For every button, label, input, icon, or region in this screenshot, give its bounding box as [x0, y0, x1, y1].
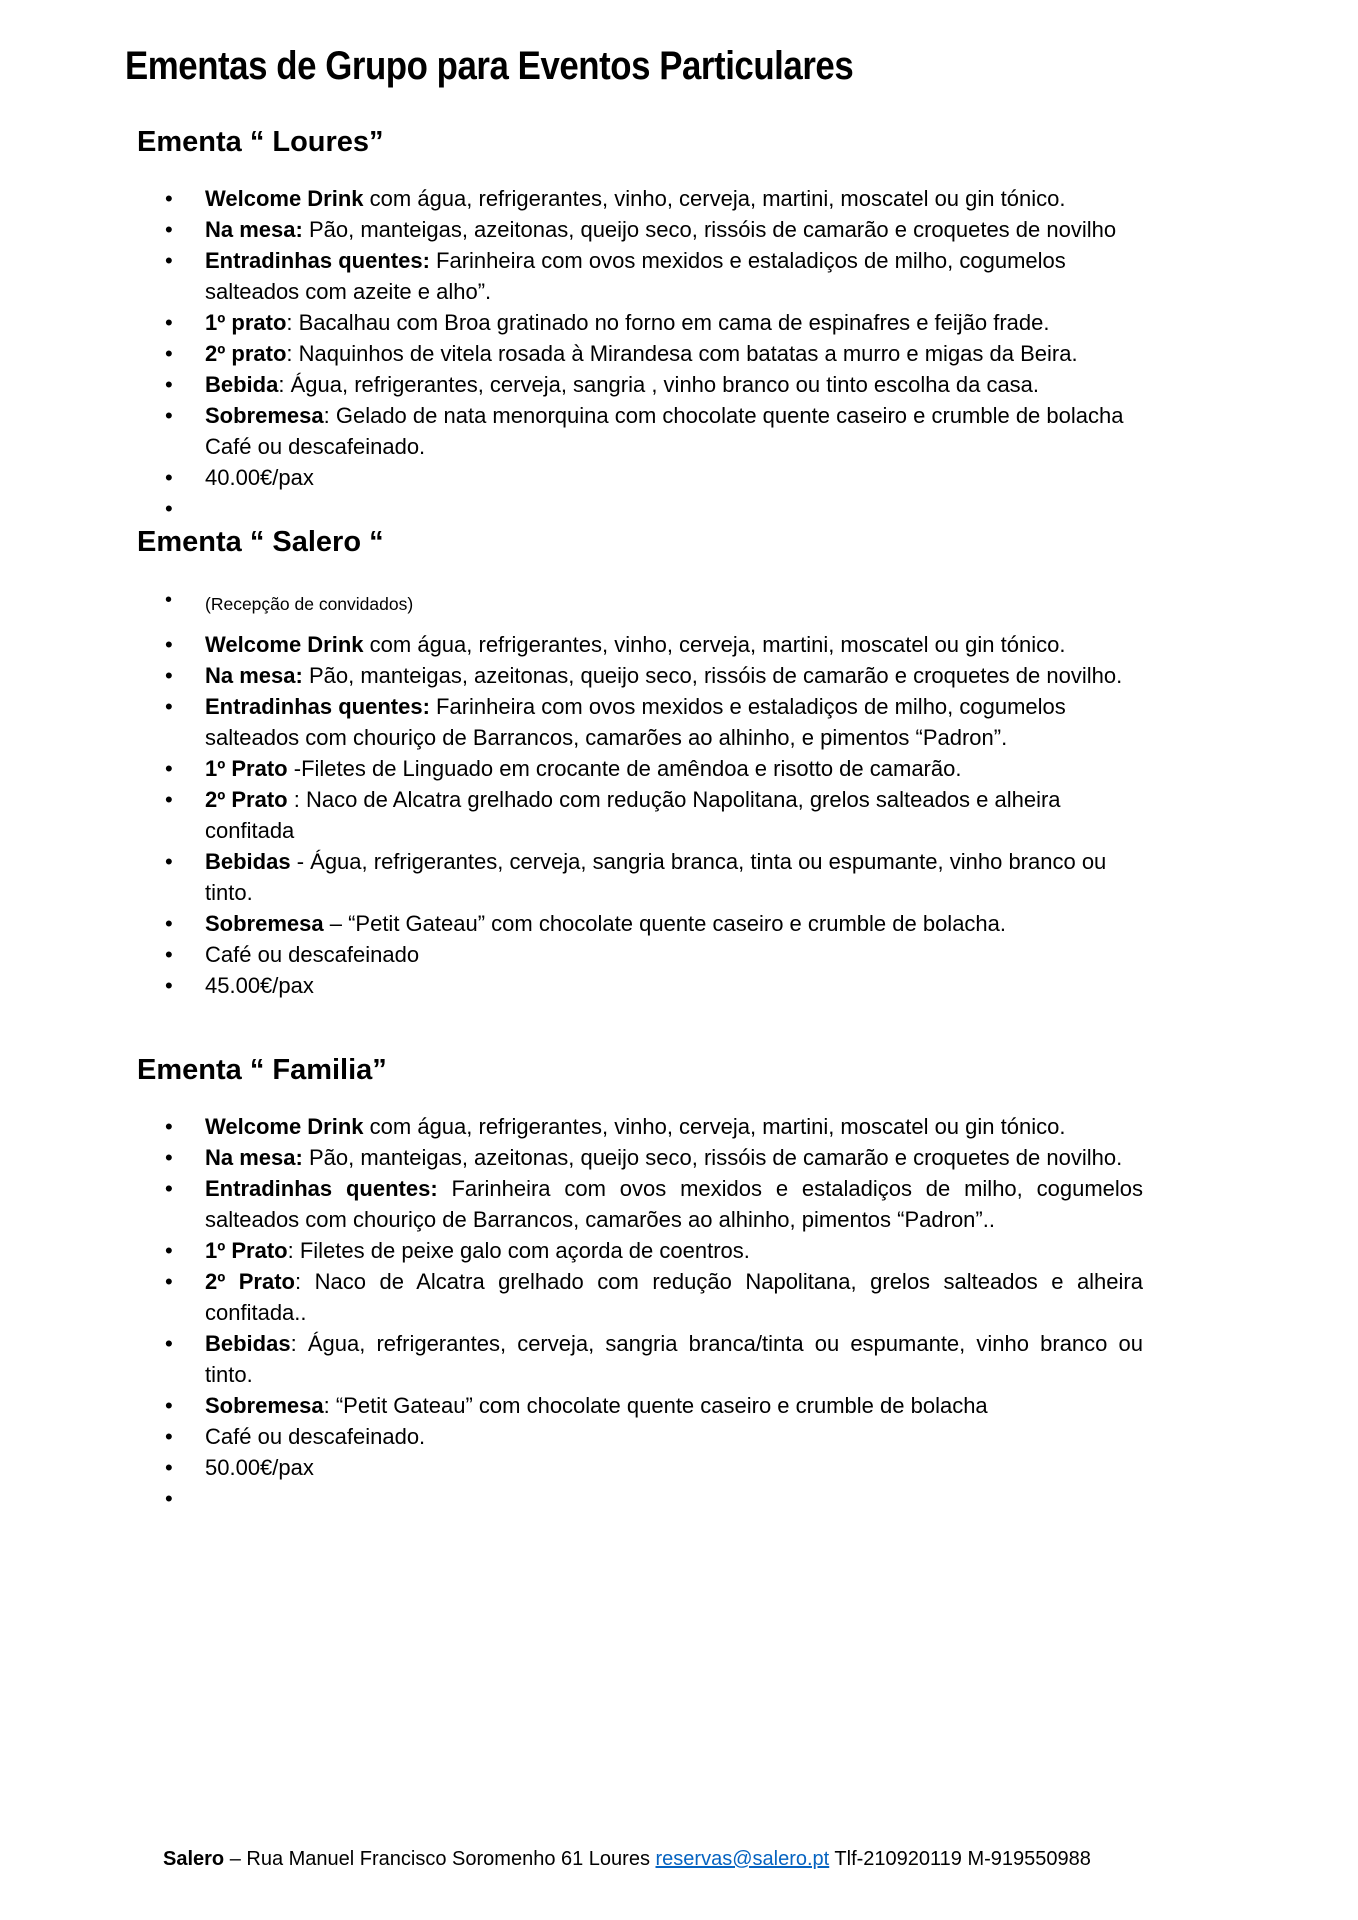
menu-item [205, 1111, 1143, 1142]
section-familia [137, 1053, 1143, 1483]
item-label: Sobremesa [205, 911, 324, 936]
footer [163, 1846, 1091, 1872]
section-heading-salero: Ementa “ Salero “ [137, 526, 384, 558]
menu-item [205, 307, 1143, 338]
item-text: com água, refrigerantes, vinho, cerveja, martini, moscatel ou gin tónico. [363, 1114, 1066, 1139]
menu-item [205, 369, 1143, 400]
menu-item [205, 1173, 1143, 1235]
menu-item-note [205, 587, 1143, 617]
item-text: : Naco de Alcatra grelhado com redução Napolitana, grelos salteados e alheira confitada.. [205, 1269, 1143, 1325]
item-label: Welcome Drink [205, 1114, 364, 1139]
item-text: com água, refrigerantes, vinho, cerveja, martini, moscatel ou gin tónico. [363, 186, 1066, 211]
item-text: : Gelado de nata menorquina com chocolate quente caseiro e crumble de bolacha Café ou descafeinado. [205, 403, 1124, 459]
item-text: -Filetes de Linguado em crocante de amêndoa e risotto de camarão. [287, 756, 962, 781]
email-link[interactable]: reservas@salero.pt [655, 1848, 830, 1870]
menu-item [205, 1266, 1143, 1328]
item-text: Café ou descafeinado [205, 942, 420, 967]
menu-item [205, 908, 1143, 939]
item-label: Na mesa: [205, 663, 303, 688]
menu-item [205, 753, 1143, 784]
item-label: Sobremesa [205, 1393, 324, 1418]
page-title [125, 44, 1143, 89]
menu-list-familia [137, 1111, 1143, 1483]
footer-address: – Rua Manuel Francisco Soromenho 61 Loures [224, 1848, 656, 1870]
menu-item [205, 1421, 1143, 1452]
menu-item [205, 183, 1143, 214]
item-label: Na mesa: [205, 217, 303, 242]
item-text: Pão, manteigas, azeitonas, queijo seco, rissóis de camarão e croquetes de novilho. [302, 663, 1123, 688]
menu-item [205, 691, 1143, 753]
menu-item [205, 660, 1143, 691]
item-label: Bebida [205, 372, 279, 397]
item-text: – “Petit Gateau” com chocolate quente caseiro e crumble de bolacha. [323, 911, 1007, 936]
menu-item [205, 629, 1143, 660]
item-label: Na mesa: [205, 1145, 303, 1170]
footer-contact: Tlf-210920119 M-919550988 [829, 1848, 1091, 1870]
item-text: Pão, manteigas, azeitonas, queijo seco, rissóis de camarão e croquetes de novilho [302, 217, 1117, 242]
item-text: : Naquinhos de vitela rosada à Mirandesa com batatas a murro e migas da Beira. [286, 341, 1078, 366]
menu-item [205, 846, 1143, 908]
item-label: 1º prato [205, 310, 287, 335]
section-loures [137, 125, 1143, 493]
item-text: : Filetes de peixe galo com açorda de coentros. [287, 1238, 750, 1263]
item-text: : Bacalhau com Broa gratinado no forno em cama de espinafres e feijão frade. [286, 310, 1050, 335]
menu-item [205, 214, 1143, 245]
item-text: 50.00€/pax [205, 1455, 314, 1480]
item-text: Farinheira com ovos mexidos e estaladiços de milho, cogumelos salteados com azeite e alho”. [205, 248, 1066, 304]
item-label: Entradinhas quentes: [205, 1176, 438, 1201]
item-text: 40.00€/pax [205, 465, 314, 490]
item-label: 2º Prato [205, 1269, 295, 1294]
section-salero [137, 525, 1143, 1001]
item-label: 2º Prato [205, 787, 288, 812]
menu-item [205, 1142, 1143, 1173]
section-heading-familia: Ementa “ Familia” [137, 1054, 387, 1086]
item-label: Welcome Drink [205, 632, 364, 657]
item-label: Bebidas [205, 849, 291, 874]
item-label: 1º Prato [205, 1238, 288, 1263]
menu-list-salero [137, 587, 1143, 1001]
item-label: Sobremesa [205, 403, 324, 428]
item-label: 1º Prato [205, 756, 288, 781]
section-heading-loures: Ementa “ Loures” [137, 126, 384, 158]
item-text: : Naco de Alcatra grelhado com redução Napolitana, grelos salteados e alheira confitada [205, 787, 1061, 843]
item-text: Farinheira com ovos mexidos e estaladiços de milho, cogumelos salteados com chouriço de Barrancos, camarões ao alhinho, e pimentos “Padron”. [205, 694, 1066, 750]
item-label: Welcome Drink [205, 186, 364, 211]
menu-item [205, 338, 1143, 369]
menu-item [205, 1390, 1143, 1421]
item-label: Entradinhas quentes: [205, 694, 430, 719]
menu-item-price [205, 1452, 1143, 1483]
item-text: : “Petit Gateau” com chocolate quente caseiro e crumble de bolacha [323, 1393, 988, 1418]
menu-item-price [205, 462, 1143, 493]
item-text: com água, refrigerantes, vinho, cerveja, martini, moscatel ou gin tónico. [363, 632, 1066, 657]
item-text: (Recepção de convidados) [205, 594, 414, 614]
footer-brand: Salero [163, 1848, 225, 1870]
item-text: : Água, refrigerantes, cerveja, sangria , vinho branco ou tinto escolha da casa. [278, 372, 1040, 397]
page-title-text: Ementas de Grupo para Eventos Particulares [125, 44, 854, 88]
item-text: 45.00€/pax [205, 973, 314, 998]
item-text: Pão, manteigas, azeitonas, queijo seco, rissóis de camarão e croquetes de novilho. [302, 1145, 1123, 1170]
item-label: Entradinhas quentes: [205, 248, 430, 273]
menu-item [205, 245, 1143, 307]
item-label: Bebidas [205, 1331, 291, 1356]
item-text: - Água, refrigerantes, cerveja, sangria branca, tinta ou espumante, vinho branco ou tinto. [205, 849, 1107, 905]
menu-item [205, 400, 1143, 462]
menu-item [205, 939, 1143, 970]
menu-item-price [205, 970, 1143, 1001]
menu-item [205, 1235, 1143, 1266]
item-text: Café ou descafeinado. [205, 1424, 426, 1449]
menu-item [205, 784, 1143, 846]
item-text: Farinheira com ovos mexidos e estaladiços de milho, cogumelos salteados com chouriço de Barrancos, camarões ao alhinho, pimentos “Padron”.. [205, 1176, 1144, 1232]
item-text: : Água, refrigerantes, cerveja, sangria branca/tinta ou espumante, vinho branco ou tinto. [205, 1331, 1143, 1387]
menu-item [205, 1328, 1143, 1390]
item-label: 2º prato [205, 341, 287, 366]
menu-list-loures [137, 183, 1143, 493]
